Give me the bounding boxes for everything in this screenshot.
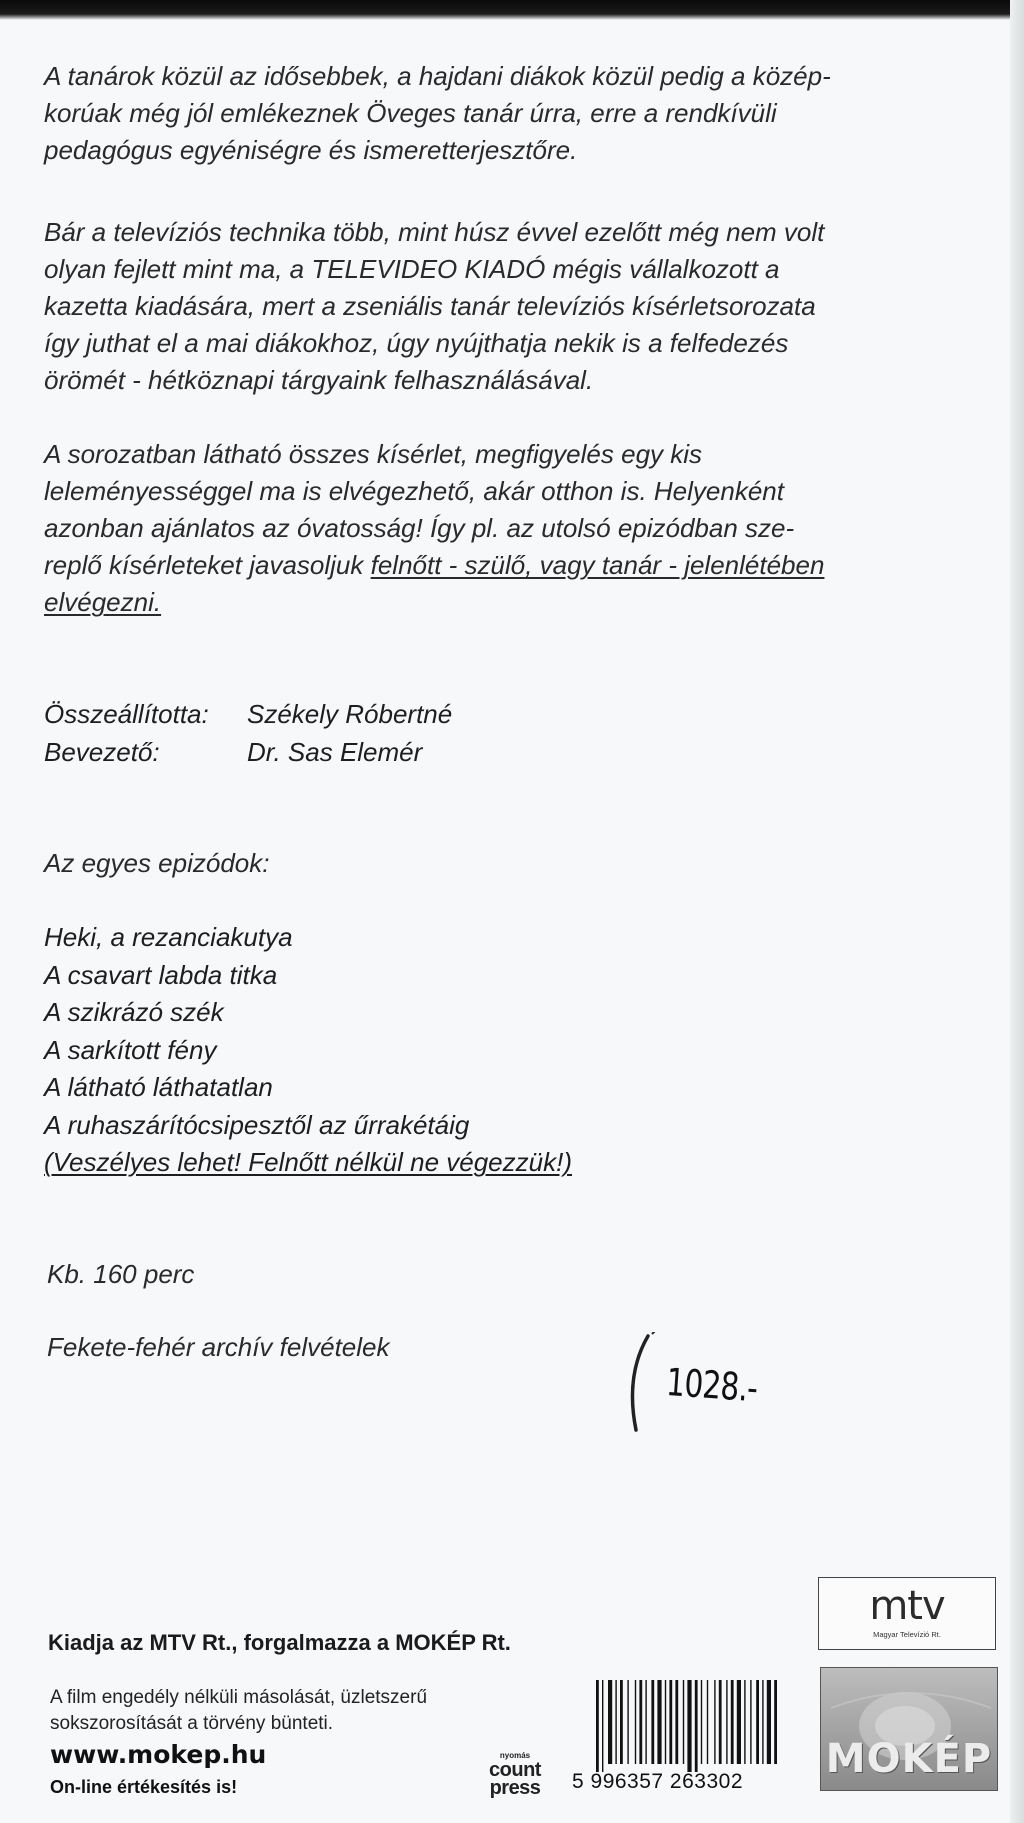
- barcode-bars-icon: [574, 1680, 784, 1772]
- credits: [44, 695, 452, 771]
- intro-p2-line: olyan fejlett mint ma, a TELEVIDEO KIADÓ mégis vállalkozott a: [44, 254, 780, 284]
- barcode-bar: [657, 1680, 661, 1764]
- intro-p1-line: korúak még jól emlékeznek Öveges tanár úrra, erre a rendkívüli: [44, 98, 777, 128]
- barcode-bar: [695, 1680, 698, 1772]
- barcode-bar: [726, 1680, 727, 1764]
- episode-list: [44, 919, 572, 1182]
- barcode-bar: [744, 1680, 745, 1764]
- episode-item: A szikrázó szék: [44, 997, 224, 1027]
- intro-p2-line: Bár a televíziós technika több, mint húsz évvel ezelőtt még nem volt: [44, 217, 825, 247]
- barcode-bar: [707, 1680, 708, 1764]
- intro-p1-line: A tanárok közül az idősebbek, a hajdani diákok közül pedig a közép-: [44, 61, 831, 91]
- intro-p3-underlined-end: elvégezni.: [44, 587, 162, 617]
- barcode-bar: [731, 1680, 734, 1764]
- notice-line: sokszorosítását a törvény bünteti.: [50, 1713, 334, 1734]
- printer-line-2: press: [489, 1777, 541, 1799]
- intro-paragraph-1: [44, 58, 1004, 169]
- barcode-bar: [596, 1680, 599, 1772]
- intro-paragraph-3: [44, 436, 1004, 621]
- barcode-bar: [675, 1680, 678, 1764]
- credit-row-introduction: [44, 733, 452, 771]
- episode-item: A csavart labda titka: [44, 959, 278, 990]
- barcode-bar: [602, 1680, 603, 1772]
- barcode-bar: [645, 1680, 646, 1764]
- right-edge-shadow: [1010, 0, 1024, 1823]
- intro-p1-line: pedagógus egyéniségre és ismeretterjesztőre.: [44, 135, 578, 165]
- barcode-bar: [669, 1680, 672, 1764]
- barcode-bar: [714, 1680, 715, 1764]
- mokep-logo: [820, 1667, 998, 1791]
- episodes-heading: Az egyes epizódok:: [44, 848, 270, 878]
- mtv-logo-text: mtv: [869, 1583, 945, 1629]
- credit-label: Bevezető:: [44, 737, 160, 767]
- barcode-bar: [767, 1680, 771, 1764]
- mtv-logo: [818, 1577, 996, 1650]
- intro-p2-line: kazetta kiadására, mert a zseniális tanár televíziós kísérletsorozata: [44, 291, 816, 321]
- barcode-bar: [620, 1680, 623, 1764]
- credit-row-compiler: [44, 695, 452, 733]
- barcode-bar: [639, 1680, 642, 1764]
- intro-p2-line: így juthat el a mai diákokhoz, úgy nyújthatja nekik is a felfedezés: [44, 328, 789, 358]
- intro-p3-plain: replő kísérleteket javasoljuk: [44, 550, 371, 580]
- online-sales-note: On-line értékesítés is!: [50, 1777, 238, 1797]
- handwritten-price: [612, 1332, 802, 1442]
- intro-p3-line-5: [44, 584, 1004, 621]
- top-edge-strip: [0, 0, 1010, 20]
- mtv-logo-subtitle: Magyar Televízió Rt.: [873, 1630, 941, 1639]
- notice-line: A film engedély nélküli másolását, üzletszerű: [50, 1687, 428, 1708]
- episode-item: A sarkított fény: [44, 1034, 217, 1065]
- intro-p2-line: örömét - hétköznapi tárgyaink felhasználásával.: [44, 365, 594, 395]
- price-text: 1028.-: [664, 1360, 759, 1411]
- barcode-number: 5 996357 263302: [572, 1770, 743, 1793]
- mokep-logo-text: MOKÉP: [825, 1736, 993, 1782]
- episode-item: A látható láthatatlan: [44, 1072, 273, 1102]
- printer-logo: [482, 1751, 548, 1797]
- barcode-bar: [762, 1680, 763, 1764]
- website-link[interactable]: www.mokep.hu: [50, 1740, 267, 1769]
- barcode-bar: [750, 1680, 751, 1764]
- barcode-bar: [635, 1680, 636, 1764]
- credit-value: Dr. Sas Elemér: [247, 737, 423, 767]
- barcode-bar: [608, 1680, 612, 1764]
- barcode-bar: [701, 1680, 702, 1764]
- barcode-bar: [683, 1680, 684, 1764]
- intro-paragraph-2: [44, 214, 1004, 399]
- printer-line-1: count: [489, 1759, 541, 1781]
- barcode: [574, 1680, 784, 1810]
- intro-p3-line-4: [44, 547, 1004, 584]
- format-note: Fekete-fehér archív felvételek: [47, 1332, 390, 1362]
- barcode-bar: [665, 1680, 666, 1764]
- intro-p3-line: leleményességgel ma is elvégezhető, akár otthon is. Helyenként: [44, 476, 784, 506]
- episode-item: A ruhaszárítócsipesztől az űrrakétáig: [44, 1109, 470, 1140]
- runtime: Kb. 160 perc: [47, 1259, 195, 1289]
- printer-small-label: nyomás: [499, 1751, 531, 1760]
- credit-label: Összeállította:: [44, 699, 209, 729]
- barcode-bar: [756, 1680, 759, 1764]
- barcode-bar: [737, 1680, 741, 1764]
- barcode-bar: [627, 1680, 628, 1764]
- episode-item: Heki, a rezanciakutya: [44, 922, 293, 952]
- barcode-bar: [615, 1680, 616, 1764]
- intro-p3-line: A sorozatban látható összes kísérlet, megfigyelés egy kis: [44, 439, 703, 469]
- intro-p3-line: azonban ajánlatos az óvatosság! Így pl. az utolsó epizódban sze-: [44, 513, 795, 543]
- barcode-bar: [774, 1680, 777, 1764]
- barcode-bar: [719, 1680, 722, 1764]
- barcode-bar: [687, 1680, 691, 1772]
- copyright-notice: [50, 1685, 500, 1737]
- publisher-line: Kiadja az MTV Rt., forgalmazza a MOKÉP Rt.: [48, 1630, 511, 1655]
- barcode-bar: [651, 1680, 654, 1764]
- episode-warning: (Veszélyes lehet! Felnőtt nélkül ne végezzük!): [44, 1147, 572, 1177]
- intro-p3-underlined: felnőtt - szülő, vagy tanár - jelenlétében: [370, 550, 825, 580]
- credit-value: Székely Róbertné: [247, 699, 453, 729]
